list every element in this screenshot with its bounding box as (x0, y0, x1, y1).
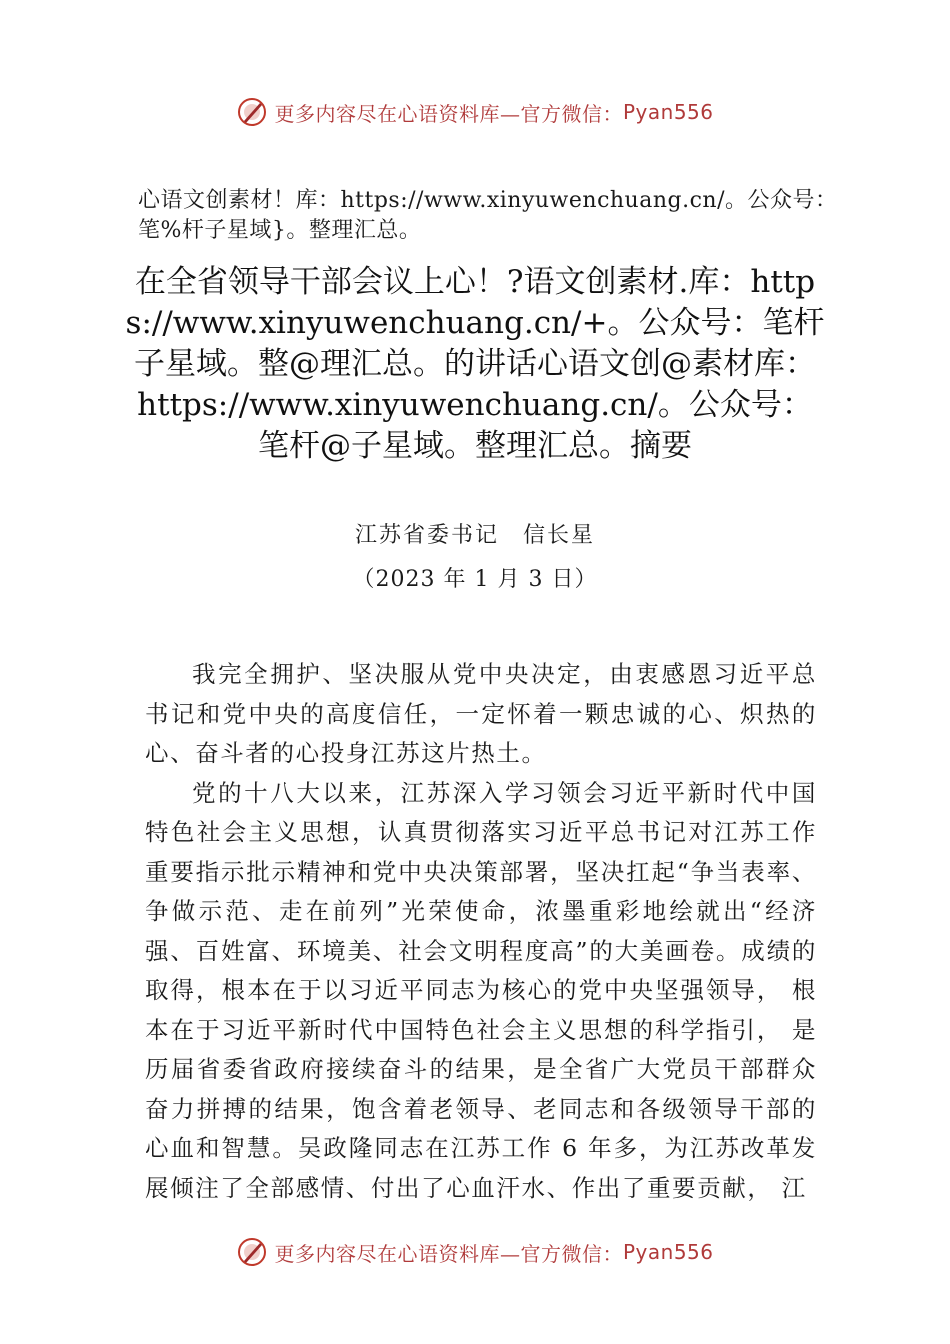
header-banner-text: 更多内容尽在心语资料库—官方微信： (274, 101, 623, 126)
pen-logo-icon (236, 96, 268, 128)
document-body (145, 655, 817, 1208)
header-banner (0, 96, 950, 128)
header-banner-contact: Pyan556 (622, 100, 714, 124)
paragraph: 我完全拥护、坚决服从党中央决定，由衷感恩习近平总书记和党中央的高度信任，一定怀着一颗忠诚的心、炽热的心、奋斗者的心投身江苏这片热土。 (145, 660, 817, 767)
date-line: （2023 年 1 月 3 日） (352, 567, 598, 592)
footer-banner (0, 1236, 950, 1268)
document-title: 在全省领导干部会议上心！?语文创素材.库：https://www.xinyuwenchuang.cn/+。公众号：笔杆子星域。整@理汇总。的讲话心语文创@素材库：https://www.xinyuwenchuang.cn/。公众号：笔杆@子星域。整理汇总。摘要 (125, 264, 825, 464)
footer-banner-contact: Pyan556 (622, 1240, 714, 1264)
author-line: 江苏省委书记 信长星 (354, 523, 595, 548)
paragraph: 党的十八大以来，江苏深入学习领会习近平新时代中国特色社会主义思想，认真贯彻落实习近平总书记对江苏工作重要指示批示精神和党中央决策部署，坚决扛起“争当表率、争做示范、走在前列”光荣使命，浓墨重彩地绘就出“经济强、百姓富、环境美、社会文明程度高”的大美画卷。成绩的取得，根本在于以习近平同志为核心的党中央坚强领导， 根本在于习近平新时代中国特色社会主义思想的科学指引， 是历届省委省政府接续奋斗的结果，是全省广大党员干部群众奋力拼搏的结果，饱含着老领导、老同志和各级领导干部的心血和智慧。吴政隆同志在江苏工作 6 年多，为江苏改革发展倾注了全部感情、付出了心血汗水、作出了重要贡献， 江 (145, 778, 817, 1202)
pen-logo-icon (236, 1236, 268, 1268)
source-note: 心语文创素材！库：https://www.xinyuwenchuang.cn/。公众号：笔%杆子星域}。整理汇总。 (138, 188, 838, 243)
footer-banner-text: 更多内容尽在心语资料库—官方微信： (274, 1241, 623, 1266)
